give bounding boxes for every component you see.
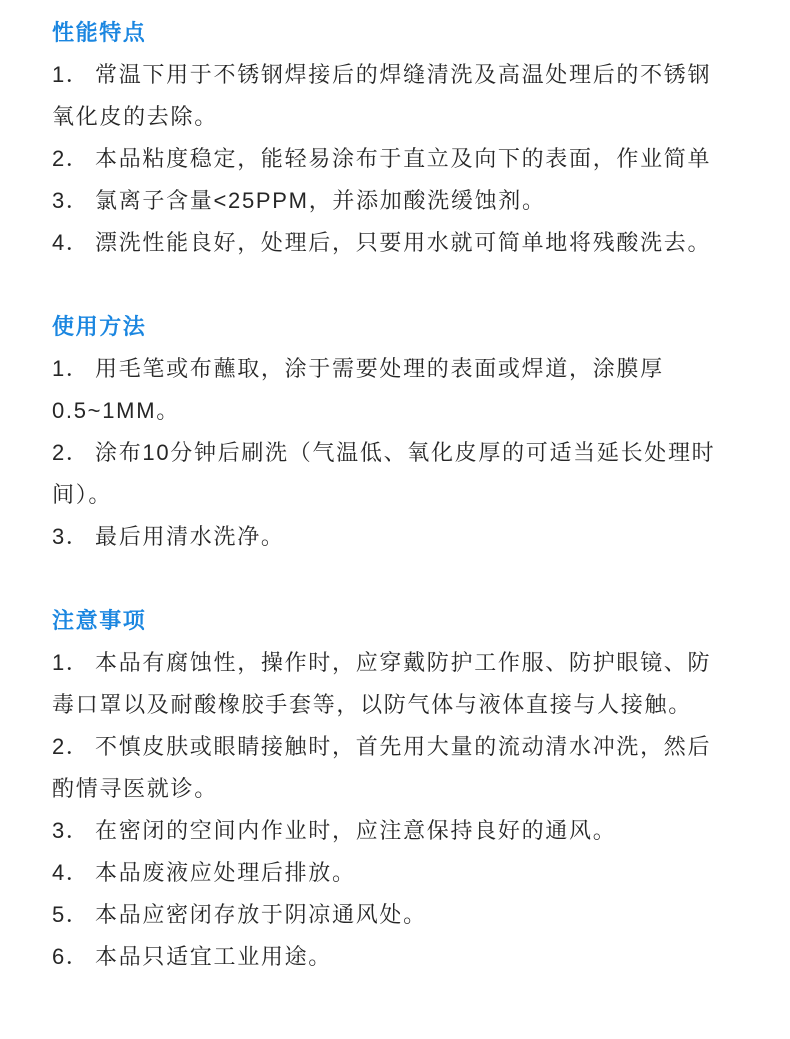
item-first-line [52, 726, 770, 768]
item-number: 1． [52, 650, 90, 675]
item-text: 氯离子含量<25PPM，并添加酸洗缓蚀剂。 [95, 188, 546, 213]
item-number: 4． [52, 230, 90, 255]
item-first-line [52, 936, 770, 978]
item-number: 3． [52, 188, 90, 213]
section-precautions [52, 600, 770, 978]
section-heading: 注意事项 [52, 608, 147, 633]
list-item [52, 726, 770, 810]
item-first-line [52, 222, 770, 264]
item-continuation-line: 毒口罩以及耐酸橡胶手套等，以防气体与液体直接与人接触。 [52, 692, 692, 717]
list-item [52, 432, 770, 516]
item-text: 涂布10分钟后刷洗（气温低、氧化皮厚的可适当延长处理时 [95, 440, 716, 465]
item-first-line [52, 180, 770, 222]
item-first-line [52, 852, 770, 894]
item-first-line [52, 516, 770, 558]
item-number: 4． [52, 860, 90, 885]
list-item [52, 894, 770, 936]
item-number: 1． [52, 62, 90, 87]
item-number: 2． [52, 734, 90, 759]
list-item [52, 810, 770, 852]
section-usage [52, 306, 770, 558]
item-number: 1． [52, 356, 90, 381]
list-item [52, 138, 770, 180]
item-number: 3． [52, 818, 90, 843]
item-text: 用毛笔或布蘸取，涂于需要处理的表面或焊道，涂膜厚 [95, 356, 664, 381]
item-first-line [52, 138, 770, 180]
item-continuation-line: 间）。 [52, 482, 113, 507]
item-continuation-line: 酌情寻医就诊。 [52, 776, 218, 801]
item-text: 本品废液应处理后排放。 [95, 860, 356, 885]
item-number: 3． [52, 524, 90, 549]
item-text: 不慎皮肤或眼睛接触时，首先用大量的流动清水冲洗，然后 [95, 734, 712, 759]
item-first-line [52, 894, 770, 936]
list-item [52, 516, 770, 558]
item-first-line [52, 810, 770, 852]
item-number: 2． [52, 146, 90, 171]
item-text: 漂洗性能良好，处理后，只要用水就可简单地将残酸洗去。 [95, 230, 712, 255]
section-heading: 使用方法 [52, 314, 147, 339]
item-number: 2． [52, 440, 90, 465]
list-item [52, 852, 770, 894]
item-text: 本品应密闭存放于阴凉通风处。 [95, 902, 427, 927]
section-features [52, 12, 770, 264]
section-heading: 性能特点 [52, 20, 147, 45]
item-first-line [52, 642, 770, 684]
item-text: 在密闭的空间内作业时，应注意保持良好的通风。 [95, 818, 617, 843]
item-first-line [52, 432, 770, 474]
item-text: 常温下用于不锈钢焊接后的焊缝清洗及高温处理后的不锈钢 [95, 62, 712, 87]
item-text: 本品粘度稳定，能轻易涂布于直立及向下的表面，作业简单 [95, 146, 712, 171]
item-first-line [52, 348, 770, 390]
item-number: 6． [52, 944, 90, 969]
list-item [52, 54, 770, 138]
item-text: 最后用清水洗净。 [95, 524, 285, 549]
item-number: 5． [52, 902, 90, 927]
list-item [52, 642, 770, 726]
list-item [52, 348, 770, 432]
item-first-line [52, 54, 770, 96]
item-continuation-line: 氧化皮的去除。 [52, 104, 218, 129]
list-item [52, 936, 770, 978]
list-item [52, 180, 770, 222]
item-text: 本品有腐蚀性，操作时，应穿戴防护工作服、防护眼镜、防 [95, 650, 712, 675]
item-continuation-line: 0.5~1MM。 [52, 398, 180, 423]
item-text: 本品只适宜工业用途。 [95, 944, 333, 969]
list-item [52, 222, 770, 264]
